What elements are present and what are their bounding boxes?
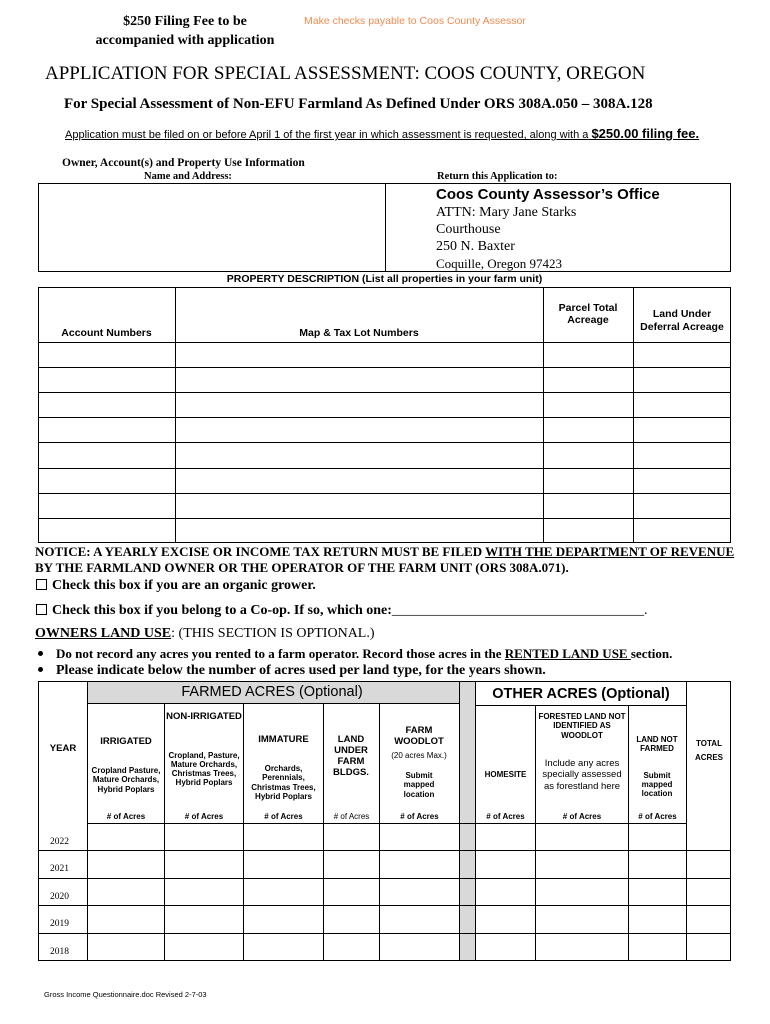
parcel-acreage-input[interactable]	[544, 393, 632, 416]
homesite-header: HOMESITE	[484, 770, 527, 780]
acres-input[interactable]	[381, 934, 458, 959]
account-numbers-header: Account Numbers	[61, 326, 152, 339]
address-line-4: Coquille, Oregon 97423	[436, 256, 563, 271]
deferral-acreage-input[interactable]	[634, 393, 730, 416]
checks-payable-note: Make checks payable to Coos County Assessor	[304, 15, 526, 27]
account-number-input[interactable]	[39, 519, 174, 542]
acres-input[interactable]	[166, 879, 242, 904]
name-address-label: Name and Address:	[144, 171, 232, 182]
deferral-acreage-input[interactable]	[634, 469, 730, 492]
acres-input[interactable]	[477, 879, 534, 904]
acres-input[interactable]	[630, 851, 685, 876]
land-use-bullet-2	[38, 663, 546, 679]
bullet-1-end: section.	[630, 646, 673, 661]
account-number-input[interactable]	[39, 469, 174, 492]
acres-input[interactable]	[325, 879, 378, 904]
coop-check[interactable]	[36, 603, 647, 619]
parcel-acreage-input[interactable]	[544, 343, 632, 366]
non-irrigated-header: NON-IRRIGATED	[166, 710, 242, 722]
owners-land-use-heading	[35, 626, 375, 642]
acres-input[interactable]	[89, 824, 163, 849]
acres-input[interactable]	[381, 906, 458, 931]
account-number-input[interactable]	[39, 368, 174, 391]
acres-label: # of Acres	[638, 812, 677, 822]
organic-grower-check[interactable]	[36, 578, 316, 594]
notice-text-underlined: WITH THE DEPARTMENT OF REVENUE	[485, 544, 735, 559]
map-tax-lot-input[interactable]	[176, 494, 542, 517]
tax-return-notice	[35, 544, 735, 576]
acres-input[interactable]	[477, 851, 534, 876]
coop-checkbox[interactable]	[36, 604, 47, 615]
acres-input[interactable]	[89, 879, 163, 904]
fee-line-2: accompanied with application	[95, 33, 275, 48]
bullet-1-underlined: RENTED LAND USE	[504, 646, 631, 661]
attn-line: ATTN: Mary Jane Starks	[436, 205, 577, 220]
bullet-1-text: Do not record any acres you rented to a farm operator. Record those acres in the	[56, 646, 505, 661]
acres-input[interactable]	[688, 824, 730, 849]
acres-input[interactable]	[325, 851, 378, 876]
page-subtitle: For Special Assessment of Non-EFU Farmland As Defined Under ORS 308A.050 – 308A.128	[64, 96, 653, 112]
acres-input[interactable]	[537, 934, 627, 959]
map-tax-lot-input[interactable]	[176, 469, 542, 492]
coop-name-field[interactable]: ____________________________________.	[391, 603, 648, 618]
footer-revision: Gross Income Questionnaire.doc Revised 2-7-03	[44, 990, 207, 999]
acres-input[interactable]	[166, 906, 242, 931]
acres-input[interactable]	[537, 851, 627, 876]
other-acres-title: OTHER ACRES (Optional)	[492, 685, 670, 702]
acres-label: # of Acres	[562, 812, 602, 822]
filing-fee-amount: $250.00 filing fee.	[591, 126, 700, 141]
account-number-input[interactable]	[39, 443, 174, 466]
notice-text-1: NOTICE: A YEARLY EXCISE OR INCOME TAX RETURN MUST BE FILED	[35, 544, 486, 559]
parcel-acreage-input[interactable]	[544, 368, 632, 391]
farmed-acres-title: FARMED ACRES (Optional)	[181, 684, 363, 701]
irrigated-header: IRRIGATED	[100, 735, 152, 747]
acres-input[interactable]	[477, 906, 534, 931]
filing-note-text: Application must be filed on or before April 1 of the first year in which assessment is requested, along with a	[65, 129, 589, 141]
parcel-acreage-input[interactable]	[544, 519, 632, 542]
notice-text-2: BY THE FARMLAND OWNER OR THE OPERATOR OF THE FARM UNIT (ORS 308A.071).	[35, 560, 569, 575]
map-tax-lot-input[interactable]	[176, 343, 542, 366]
map-tax-lot-input[interactable]	[176, 368, 542, 391]
year-header: YEAR	[49, 742, 77, 754]
acres-input[interactable]	[477, 934, 534, 959]
acres-input[interactable]	[630, 906, 685, 931]
acres-input[interactable]	[89, 906, 163, 931]
deferral-acreage-input[interactable]	[634, 494, 730, 517]
organic-label: Check this box if you are an organic grower.	[52, 578, 316, 593]
coop-label: Check this box if you belong to a Co-op. If so, which one:	[52, 603, 392, 618]
address-line-2: Courthouse	[436, 222, 501, 237]
acres-input[interactable]	[630, 879, 685, 904]
acres-input[interactable]	[245, 906, 322, 931]
name-address-field[interactable]	[38, 183, 386, 272]
acres-input[interactable]	[166, 824, 242, 849]
acres-input[interactable]	[381, 879, 458, 904]
forested-subheader: Include any acres specially assessed as forestland here	[542, 757, 622, 792]
address-line-3: 250 N. Baxter	[436, 239, 515, 254]
non-irrigated-subheader: Cropland, Pasture, Mature Orchards, Christmas Trees, Hybrid Poplars	[168, 750, 240, 788]
acres-input[interactable]	[245, 824, 322, 849]
acres-input[interactable]	[688, 879, 730, 904]
woodlot-submit-map: Submit mapped location	[403, 771, 435, 799]
bullet-2-text: Please indicate below the number of acres used per land type, for the years shown.	[56, 663, 546, 678]
acres-input[interactable]	[245, 851, 322, 876]
year-label: 2021	[50, 864, 69, 874]
acres-input[interactable]	[688, 906, 730, 931]
map-tax-lot-input[interactable]	[176, 519, 542, 542]
parcel-acreage-input[interactable]	[544, 418, 632, 441]
acres-input[interactable]	[325, 906, 378, 931]
deferral-acreage-input[interactable]	[634, 418, 730, 441]
land-under-bldgs-header: LAND UNDER FARM BLDGS.	[333, 734, 369, 778]
filing-deadline-note	[65, 126, 699, 141]
acres-input[interactable]	[537, 879, 627, 904]
acres-input[interactable]	[381, 851, 458, 876]
total-acres-header: TOTAL ACRES	[694, 739, 723, 762]
acres-label: # of Acres	[264, 812, 303, 822]
acres-input[interactable]	[325, 934, 378, 959]
acres-input[interactable]	[688, 934, 730, 959]
acres-input[interactable]	[325, 824, 378, 849]
owner-section-heading: Owner, Account(s) and Property Use Information	[62, 157, 305, 169]
immature-header: IMMATURE	[258, 733, 309, 745]
land-use-title: OWNERS LAND USE	[35, 626, 172, 641]
year-label: 2019	[50, 919, 69, 929]
acres-label: # of Acres	[486, 812, 525, 822]
acres-input[interactable]	[381, 824, 458, 849]
acres-input[interactable]	[166, 851, 242, 876]
acres-input[interactable]	[630, 824, 685, 849]
map-tax-lot-header: Map & Tax Lot Numbers	[299, 326, 419, 339]
return-address	[436, 185, 660, 273]
immature-subheader: Orchards, Perennials, Christmas Trees, Hybrid Poplars	[251, 764, 316, 801]
acres-input[interactable]	[537, 824, 627, 849]
column-separator	[459, 682, 475, 960]
acres-input[interactable]	[537, 906, 627, 931]
acres-input[interactable]	[630, 934, 685, 959]
map-tax-lot-input[interactable]	[176, 418, 542, 441]
acres-input[interactable]	[245, 879, 322, 904]
forested-header: FORESTED LAND NOT IDENTIFIED AS WOODLOT	[538, 712, 626, 740]
map-tax-lot-input[interactable]	[176, 393, 542, 416]
acres-input[interactable]	[89, 851, 163, 876]
assessor-office: Coos County Assessor’s Office	[436, 186, 660, 203]
acres-input[interactable]	[688, 851, 730, 876]
not-farmed-submit-map: Submit mapped location	[641, 770, 673, 799]
deferral-acreage-input[interactable]	[634, 343, 730, 366]
organic-checkbox[interactable]	[36, 579, 47, 590]
acres-label: # of Acres	[106, 812, 146, 822]
acres-input[interactable]	[245, 934, 322, 959]
deferral-acreage-input[interactable]	[634, 519, 730, 542]
land-use-bullet-1	[38, 646, 672, 662]
parcel-acreage-header: Parcel Total Acreage	[558, 301, 618, 326]
return-to-label: Return this Application to:	[437, 171, 558, 182]
woodlot-max: (20 acres Max.)	[391, 751, 447, 761]
farm-woodlot-header: FARM WOODLOT	[394, 724, 444, 747]
acres-input[interactable]	[477, 824, 534, 849]
account-number-input[interactable]	[39, 393, 174, 416]
account-number-input[interactable]	[39, 343, 174, 366]
deferral-acreage-input[interactable]	[634, 443, 730, 466]
map-tax-lot-input[interactable]	[176, 443, 542, 466]
deferral-acreage-header: Land Under Deferral Acreage	[640, 308, 724, 333]
filing-fee-note	[70, 12, 300, 50]
land-use-optional: : (THIS SECTION IS OPTIONAL.)	[171, 626, 375, 641]
parcel-acreage-input[interactable]	[544, 443, 632, 466]
irrigated-subheader: Cropland Pasture, Mature Orchards, Hybrid Poplars	[91, 766, 161, 794]
acres-input[interactable]	[166, 934, 242, 959]
acres-label: # of Acres	[333, 812, 370, 822]
year-label: 2022	[50, 837, 69, 847]
account-number-input[interactable]	[39, 494, 174, 517]
parcel-acreage-input[interactable]	[544, 494, 632, 517]
page-title: APPLICATION FOR SPECIAL ASSESSMENT: COOS COUNTY, OREGON	[45, 63, 646, 84]
year-label: 2020	[50, 892, 69, 902]
parcel-acreage-input[interactable]	[544, 469, 632, 492]
deferral-acreage-input[interactable]	[634, 368, 730, 391]
acres-label: # of Acres	[184, 812, 224, 822]
account-number-input[interactable]	[39, 418, 174, 441]
property-description-heading: PROPERTY DESCRIPTION (List all properties in your farm unit)	[226, 273, 543, 285]
year-label: 2018	[50, 947, 69, 957]
acres-input[interactable]	[89, 934, 163, 959]
fee-line-1: $250 Filing Fee to be	[123, 14, 247, 29]
not-farmed-header: LAND NOT FARMED	[636, 734, 678, 753]
acres-label: # of Acres	[400, 812, 439, 822]
